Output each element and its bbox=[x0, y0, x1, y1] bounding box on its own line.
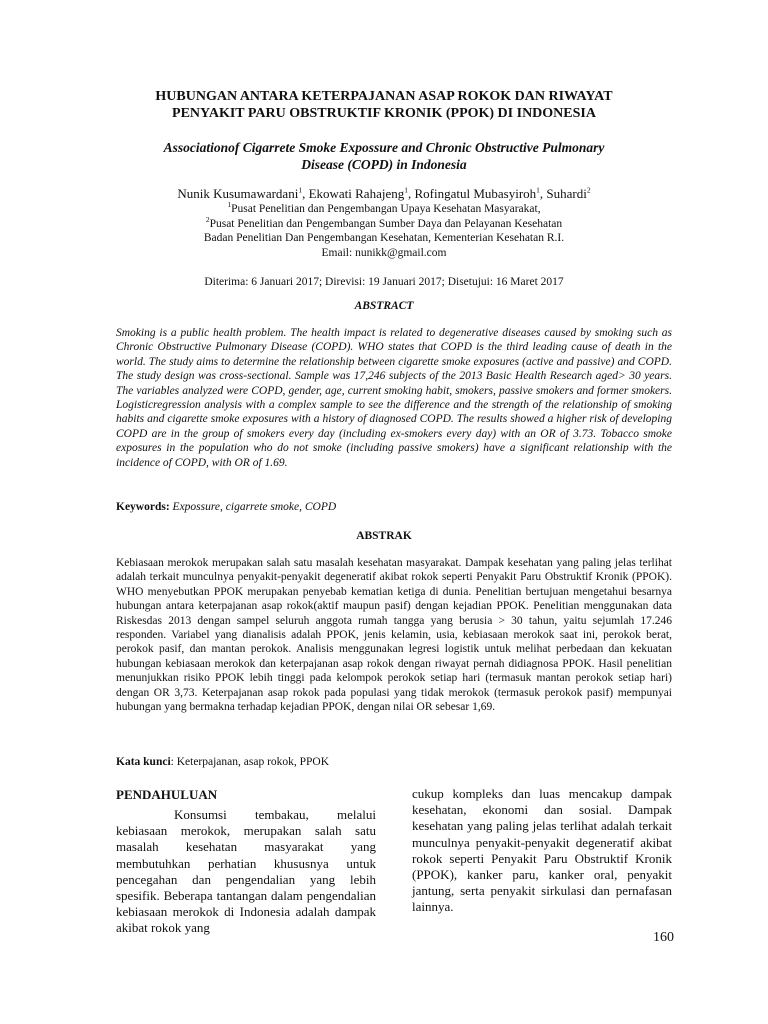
paper-subtitle-english bbox=[90, 139, 678, 173]
affiliation-3: Badan Penelitian Dan Pengembangan Kesehatan, Kementerian Kesehatan R.I. bbox=[203, 232, 565, 244]
abstrak-heading: ABSTRAK bbox=[356, 530, 412, 542]
kata-kunci-value: : Keterpajanan, asap rokok, PPOK bbox=[170, 756, 330, 768]
title-line-1: HUBUNGAN ANTARA KETERPAJANAN ASAP ROKOK DAN RIWAYAT bbox=[155, 89, 613, 104]
author-email: Email: nunikk@gmail.com bbox=[321, 246, 447, 259]
author-affiliation-mark: 1 bbox=[536, 185, 540, 195]
kata-kunci bbox=[116, 755, 672, 769]
author-name: Suhardi bbox=[546, 186, 587, 201]
keywords bbox=[116, 500, 672, 514]
section-heading-pendahuluan: PENDAHULUAN bbox=[116, 787, 218, 802]
author-affiliation-mark: 2 bbox=[586, 185, 591, 195]
subtitle-line-2: Disease (COPD) in Indonesia bbox=[301, 157, 467, 172]
page-number: 160 bbox=[653, 930, 674, 945]
author-separator: , bbox=[302, 186, 309, 201]
abstract-text: Smoking is a public health problem. The health impact is related to degenerative diseases caused by smoking such as Chronic Obstructive Pulmonary Disease (COPD). WHO states that COPD is the third leading cause of death in the world. The study aims to determine the relationship between cigarette smoke exposures (active and passive) and COPD. The study design was cross-sectional. Sample was 17,246 subjects of the 2013 Basic Health Research aged> 30 years. The variables analyzed were COPD, gender, age, current smoking habit, smokers, passive smokers and former smokers. Logisticregression analysis with a complex sample to see the difference and the strength of the relationship of smoking habits and cigarette smoke exposures with a history of diagnosed COPD. The results showed a higher risk of developing COPD are in the group of smokers every day (including ex-smokers every day) with an OR of 3.73. Tobacco smoke exposures in the population who do not smoke (including passive smokers) have a significant relationship with the incidence of COPD, with OR of 1.69. bbox=[116, 327, 672, 469]
keywords-value: Expossure, cigarrete smoke, COPD bbox=[169, 501, 337, 513]
body-column-left bbox=[116, 807, 376, 937]
affiliation-text: Pusat Penelitian dan Pengembangan Upaya Kesehatan Masyarakat, bbox=[231, 203, 541, 215]
title-line-2: PENYAKIT PARU OBSTRUKTIF KRONIK (PPOK) DI INDONESIA bbox=[172, 106, 596, 121]
author-name: Rofingatul Mubasyiroh bbox=[414, 186, 537, 201]
keywords-label: Keywords: bbox=[116, 501, 170, 513]
abstract-heading: ABSTRACT bbox=[354, 300, 414, 312]
affiliations bbox=[40, 202, 728, 260]
affiliation-mark: 2 bbox=[205, 214, 210, 224]
abstrak-text: Kebiasaan merokok merupakan salah satu masalah kesehatan masyarakat. Dampak kesehatan yang paling jelas terlihat adalah terkait munculnya penyakit-penyakit degeneratif akibat rokok seperti Penyakit Paru Obstruktif Kronik (PPOK). WHO menyebutkan PPOK merupakan penyebab kematian ketiga di dunia. Penelitian bertujuan mengetahui besarnya hubungan antara keterpajanan asap rokok(aktif maupun pasif) dengan kejadian PPOK. Penelitian menggunakan data Riskesdas 2013 dengan sampel seluruh anggota rumah tangga yang berusia > 30 tahun, yaitu sejumlah 17.246 responden. Variabel yang dianalisis adalah PPOK, jenis kelamin, usia, kebiasaan merokok saat ini, perokok berat, perokok pasif, dan mantan perokok. Analisis menggunakan legresi logistik untuk melihat perbedaan dan kekuatan hubungan kebiasaan merokok dan keterpajanan asap rokok dengan riwayat pernah didiagnosa PPOK. Hasil penelitian menunjukkan risiko PPOK lebih tinggi pada kelompok perokok setiap hari (termasuk mantan perokok setiap hari) dengan OR 3,73. Keterpajanan asap rokok pada populasi yang tidak merokok (termasuk perokok pasif) mempunyai hubungan yang bermakna terhadap kejadian PPOK, dengan nilai OR sebesar 1,69. bbox=[116, 557, 672, 714]
body-column-right: cukup kompleks dan luas mencakup dampak kesehatan, ekonomi dan sosial. Dampak kesehatan yang paling jelas terlihat adalah terkait munculnya penyakit-penyakit degeneratif akibat rokok seperti Penyakit Paru Obstruktif Kronik (PPOK), kanker paru, kanker oral, penyakit jantung, serta penyakit sirkulasi dan pernafasan lainnya. bbox=[412, 786, 672, 915]
affiliation-1 bbox=[40, 202, 728, 217]
affiliation-text: Pusat Penelitian dan Pengembangan Sumber Daya dan Pelayanan Kesehatan bbox=[209, 217, 563, 230]
submission-dates: Diterima: 6 Januari 2017; Direvisi: 19 Januari 2017; Disetujui: 16 Maret 2017 bbox=[204, 276, 564, 288]
author-affiliation-mark: 1 bbox=[298, 185, 303, 195]
author-separator: , bbox=[539, 186, 547, 201]
affiliation-mark: 1 bbox=[227, 200, 232, 210]
author-affiliation-mark: 1 bbox=[404, 185, 408, 195]
author-separator: , bbox=[407, 186, 415, 201]
paper-title bbox=[60, 88, 708, 122]
affiliation-2 bbox=[40, 214, 728, 232]
author-name: Nunik Kusumawardani bbox=[177, 186, 299, 201]
author-name: Ekowati Rahajeng bbox=[308, 186, 405, 201]
kata-kunci-label: Kata kunci bbox=[116, 756, 171, 768]
author-list bbox=[40, 186, 728, 202]
body-left-text: Konsumsi tembakau, melalui kebiasaan merokok, merupakan salah satu masalah kesehatan masyarakat yang membutuhkan perhatian khususnya untuk pencegahan dan pengendalian yang lebih spesifik. Beberapa tantangan dalam pengendalian kebiasaan merokok di Indonesia adalah dampak akibat rokok yang bbox=[116, 807, 376, 936]
subtitle-line-1: Associationof Cigarrete Smoke Expossure and Chronic Obstructive Pulmonary bbox=[163, 140, 605, 155]
